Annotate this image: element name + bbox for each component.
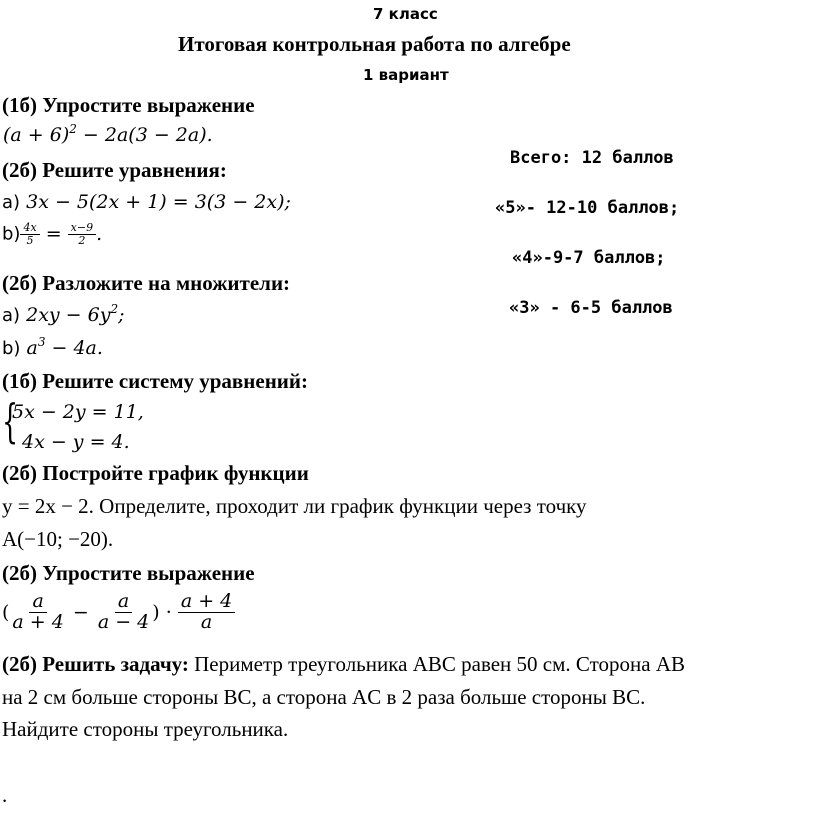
task3-b: b) $a^3 - 4a$.: [2, 335, 103, 359]
task2-a-label: a): [2, 192, 21, 213]
task6-fraction-2: $\frac{a}{a - 4}$: [97, 590, 150, 633]
task6-fraction-1: $\frac{a}{a + 4}$: [12, 590, 64, 633]
footer-dot: .: [2, 783, 8, 807]
variant-label: 1 вариант: [363, 66, 449, 84]
task7-line2: на 2 см больше стороны BC, а сторона AC в 2 раза больше стороны BC.: [2, 685, 646, 709]
score-total: Всего: 12 баллов: [510, 148, 674, 168]
task7-text1: Периметр треугольника ABC равен 50 см. Сторона AB: [194, 652, 686, 676]
task6-heading: (2б) Упростите выражение: [2, 561, 255, 585]
task6-expression: ( $\frac{a}{a + 4}$ − $\frac{a}{a - 4}$ ) · $\frac{a + 4}{a}$: [2, 592, 235, 633]
task7-line1: [2, 652, 685, 677]
score-grade-5: «5»- 12-10 баллов;: [495, 198, 680, 218]
system-equation-1: 5x − 2y = 11,: [12, 401, 144, 423]
grade-label: 7 класс: [373, 5, 438, 23]
task2-b-right-fraction: $\frac{x-9}{2}$: [68, 222, 96, 246]
task2-b-left-fraction: $\frac{4x}{5}$: [20, 222, 39, 246]
task3-heading: (2б) Разложите на множители:: [2, 271, 291, 295]
task2-b: b) $\frac{4x}{5}$ = $\frac{x-9}{2}$ .: [2, 221, 103, 247]
task6-fraction-3: $\frac{a + 4}{a}$: [178, 592, 235, 633]
task2-a: [2, 191, 291, 213]
task4-heading: (1б) Решите систему уравнений:: [2, 369, 308, 393]
score-grade-3: «3» - 6-5 баллов: [509, 298, 673, 318]
task5-line1: y = 2x − 2. Определите, проходит ли график функции через точку: [2, 494, 587, 518]
task5-heading: (2б) Постройте график функции: [2, 461, 309, 485]
task5-line2: A(−10; −20).: [2, 527, 114, 551]
task1-heading: (1б) Упростите выражение: [2, 93, 255, 117]
task1-expression: $(a + 6)^2 - 2a(3 - 2a)$.: [3, 122, 213, 146]
task2-heading: (2б) Решите уравнения:: [2, 158, 227, 182]
score-grade-4: «4»-9-7 баллов;: [512, 248, 666, 268]
system-equation-2: 4x − y = 4.: [22, 431, 130, 453]
task7-line3: Найдите стороны треугольника.: [2, 717, 289, 741]
system-brace: {: [2, 394, 19, 448]
task2-b-label: b): [2, 223, 21, 245]
task2-a-expression: 3x − 5(2x + 1) = 3(3 − 2x);: [26, 191, 291, 213]
task3-a: a) $2xy - 6y^2$;: [2, 302, 125, 326]
page-title: Итоговая контрольная работа по алгебре: [178, 32, 571, 56]
task7-heading: (2б) Решить задачу:: [2, 652, 189, 676]
